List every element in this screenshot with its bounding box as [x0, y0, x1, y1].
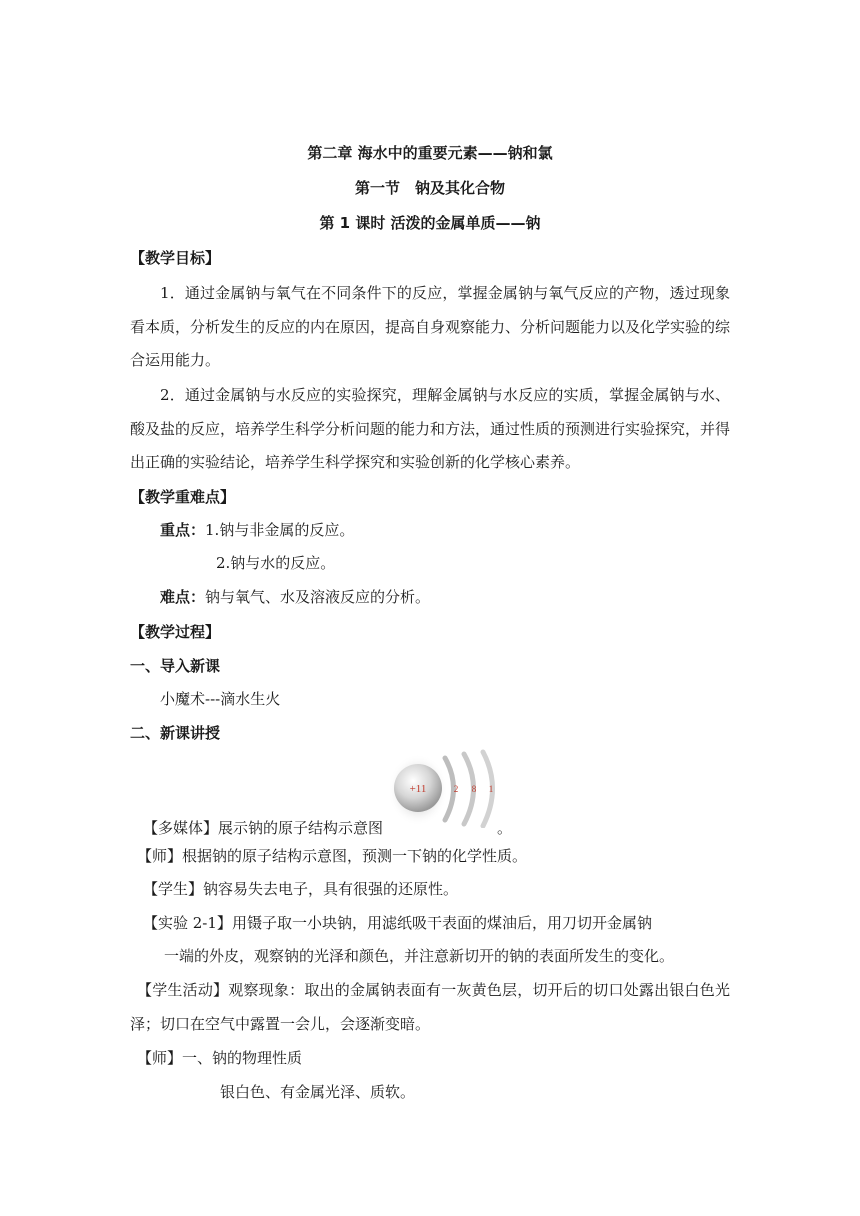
- process-heading: 【教学过程】: [130, 623, 221, 641]
- step1-heading: 一、导入新课: [130, 657, 221, 675]
- goal1-line2: 看本质，分析发生的反应的内在原因，提高自身观察能力、分析问题能力以及化学实验的综: [130, 318, 731, 336]
- lesson-title: 第 1 课时 活泼的金属单质——钠: [319, 214, 541, 232]
- key-point-1: [160, 520, 354, 540]
- experiment-line-1: [143, 913, 652, 933]
- step2-heading: 二、新课讲授: [130, 724, 221, 742]
- physical-properties-text: 银白色、有金属光泽、质软。: [220, 1083, 416, 1101]
- experiment-text-1: 用镊子取一小块钠，用滤纸吸干表面的煤油后，用刀切开金属钠: [231, 914, 652, 932]
- teacher-tag-1: 【师】: [137, 847, 183, 865]
- difficult-point: [160, 587, 430, 607]
- shell-count-2: 8: [471, 784, 477, 794]
- section-title: 第一节 钠及其化合物: [354, 179, 505, 197]
- goal1-line3: 合运用能力。: [130, 351, 221, 369]
- teacher-tag-2: 【师】: [137, 1049, 183, 1067]
- goals-heading: 【教学目标】: [130, 249, 221, 267]
- key-item-1: 1.钠与非金属的反应。: [205, 521, 355, 539]
- goal2-line1: 2．通过金属钠与水反应的实验探究，理解金属钠与水反应的实质，掌握金属钠与水、: [160, 386, 730, 404]
- student-text: 钠容易失去电子，具有很强的还原性。: [203, 880, 459, 898]
- experiment-line-2: 一端的外皮，观察钠的光泽和颜色，并注意新切开的钠的表面所发生的变化。: [164, 947, 675, 965]
- activity-text-1: 观察现象：取出的金属钠表面有一灰黄色层，切开后的切口处露出银白色光: [228, 981, 730, 999]
- experiment-tag: 【实验 2-1】: [143, 914, 232, 932]
- activity-tag: 【学生活动】: [137, 981, 229, 999]
- key-label: 重点：: [160, 521, 206, 539]
- multimedia-line: [143, 818, 383, 838]
- step1-text: 小魔术---滴水生火: [160, 690, 281, 708]
- teacher-line-1: [137, 846, 527, 866]
- chapter-title: 第二章 海水中的重要元素——钠和氯: [307, 144, 553, 162]
- multimedia-tag: 【多媒体】: [143, 819, 219, 837]
- multimedia-end: 。: [497, 819, 513, 837]
- student-line: [143, 879, 458, 899]
- student-tag: 【学生】: [143, 880, 204, 898]
- goal2-line3: 出正确的实验结论，培养学生科学探究和实验创新的化学核心素养。: [130, 453, 581, 471]
- keypoints-heading: 【教学重难点】: [130, 488, 236, 506]
- key-item-2: 2.钠与水的反应。: [216, 554, 336, 572]
- goal2-line2: 酸及盐的反应，培养学生科学分析问题的能力和方法，通过性质的预测进行实验探究，并得: [130, 420, 731, 438]
- difficult-text: 钠与氧气、水及溶液反应的分析。: [205, 588, 431, 606]
- difficult-label: 难点：: [160, 588, 206, 606]
- sodium-atom-diagram: [390, 748, 500, 828]
- teacher-text-1: 根据钠的原子结构示意图，预测一下钠的化学性质。: [182, 847, 528, 865]
- nucleus-label: +11: [409, 783, 427, 795]
- shell-count-3: 1: [488, 784, 494, 794]
- goal1-line1: 1．通过金属钠与氧气在不同条件下的反应，掌握金属钠与氧气反应的产物，透过现象: [160, 284, 730, 302]
- activity-line-1: [137, 980, 730, 1000]
- activity-line-2: 泽；切口在空气中露置一会儿，会逐渐变暗。: [130, 1015, 431, 1033]
- shell-count-1: 2: [453, 784, 459, 794]
- multimedia-text: 展示钠的原子结构示意图: [218, 819, 384, 837]
- teacher-line-2: [137, 1048, 302, 1068]
- teacher-text-2: 一、钠的物理性质: [182, 1049, 303, 1067]
